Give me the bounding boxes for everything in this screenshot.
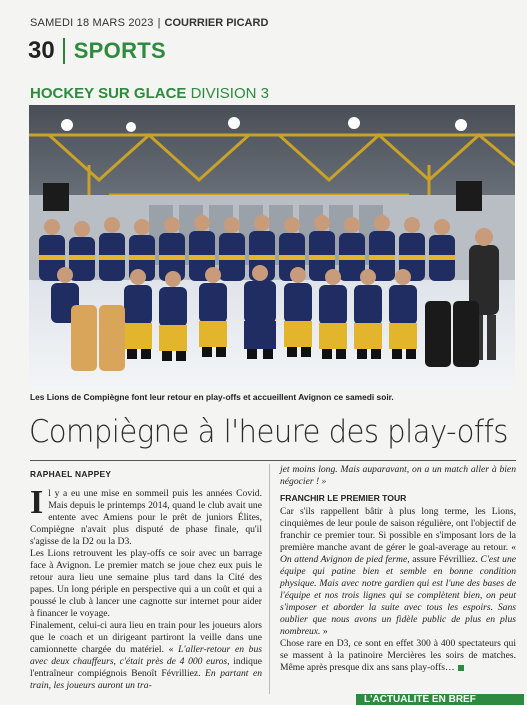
drop-cap: I — [30, 484, 44, 521]
coach-quote-2: En partant en train, les joueurs auront un tra- — [30, 668, 263, 691]
paragraph-5 — [280, 506, 516, 638]
paragraph-3 — [30, 620, 262, 692]
paragraph-4 — [280, 464, 516, 488]
quote-close: » — [322, 626, 328, 637]
coach-quote-5: C'est une équipe qui patine bien et semble en bonne condition physique. Mais avec notre gardien qui est l'une des bases de l'équipe et nos trois lignes qui se complètent bien, on peut s'imposer et aborder la suite avec tous les espoirs. Sans oublier que nous avons un fidèle public de plus en plus nombreux. — [280, 554, 517, 637]
news-in-brief-tab: L'ACTUALITÉ EN BREF — [356, 694, 524, 705]
column-divider — [269, 464, 270, 694]
article-kicker — [30, 85, 269, 102]
kicker-sport: HOCKEY SUR GLACE — [30, 85, 187, 102]
coach-quote-3: jet moins long. Mais auparavant, on a un match aller à bien négocier ! » — [280, 464, 516, 487]
team-photo-illustration — [29, 105, 515, 389]
masthead — [30, 17, 268, 29]
section-title: SPORTS — [73, 38, 166, 63]
paragraph-3-intro: Finalement, celui-ci aura lieu en train pour les joueurs alors que le coach et un dirigeant partiront la veille dans une camionnette chargée du matériel. « — [30, 620, 262, 655]
paragraph-6-text: Chose rare en D3, ce sont en effet 300 à 400 spectateurs qui se massent à la patinoire Mercières les soirs de matches. Même après presque dix ans sans play-offs… — [280, 638, 516, 673]
paragraph-3-attribution: indique l'entraîneur compiégnois Benoît Févrilliez. — [30, 656, 262, 679]
paragraph-6 — [280, 638, 516, 674]
paragraph-1 — [30, 484, 262, 548]
page-number: 30 — [28, 37, 55, 64]
coach-quote-1: L'aller-retour en bus avec deux chauffeurs, c'était près de 4 000 euros, — [30, 644, 263, 667]
article-byline: RAPHAEL NAPPEY — [30, 469, 112, 479]
photo-caption: Les Lions de Compiègne font leur retour en play-offs et accueillent Avignon ce samedi soir. — [30, 392, 394, 402]
paragraph-5-attribution: assure Févrilliez. — [412, 554, 478, 565]
team-photo — [29, 105, 515, 389]
coach-quote-4: On attend Avignon de pied ferme, — [280, 554, 410, 565]
masthead-separator: | — [157, 17, 161, 29]
article-column-2 — [280, 464, 516, 674]
headline-rule — [30, 460, 516, 461]
paragraph-1-text: l y a eu une mise en sommeil puis les années Covid. Mais depuis le printemps 2014, quand le club avait une entente avec Amiens pour le prêt de juniors Élites, Compiègne n'avait plus disputé de phase finale, qu'il s'agisse de la D2 ou la D3. — [30, 488, 262, 547]
article-column-1 — [30, 464, 262, 692]
kicker-division: DIVISION 3 — [190, 85, 269, 102]
article-headline: Compiègne à l'heure des play-offs — [29, 414, 508, 450]
section-header — [28, 38, 166, 64]
section-divider — [63, 38, 65, 64]
article-subhead: FRANCHIR LE PREMIER TOUR — [280, 493, 407, 503]
paragraph-5-intro: Car s'ils rappellent bâtir à plus long terme, les Lions, cinquièmes de leur poule de saison régulière, ont l'objectif de franchir ce premier tour. Si possible en s'imposant lors de la première manche avant de gérer le goal-average au retour. « — [280, 506, 516, 553]
end-of-article-mark — [458, 665, 464, 671]
paragraph-2: Les Lions retrouvent les play-offs ce soir avec un barrage face à Avignon. Le premier match se joue chez eux puis le retour aura lieu une semaine plus tard dans la Cité des papes. Un long périple en perspective qui a un coût et qui a poussé le club à lancer une cagnotte sur internet pour aider à financer le voyage. — [30, 548, 262, 619]
newspaper-name: COURRIER PICARD — [164, 17, 269, 29]
issue-date: SAMEDI 18 MARS 2023 — [30, 17, 154, 29]
